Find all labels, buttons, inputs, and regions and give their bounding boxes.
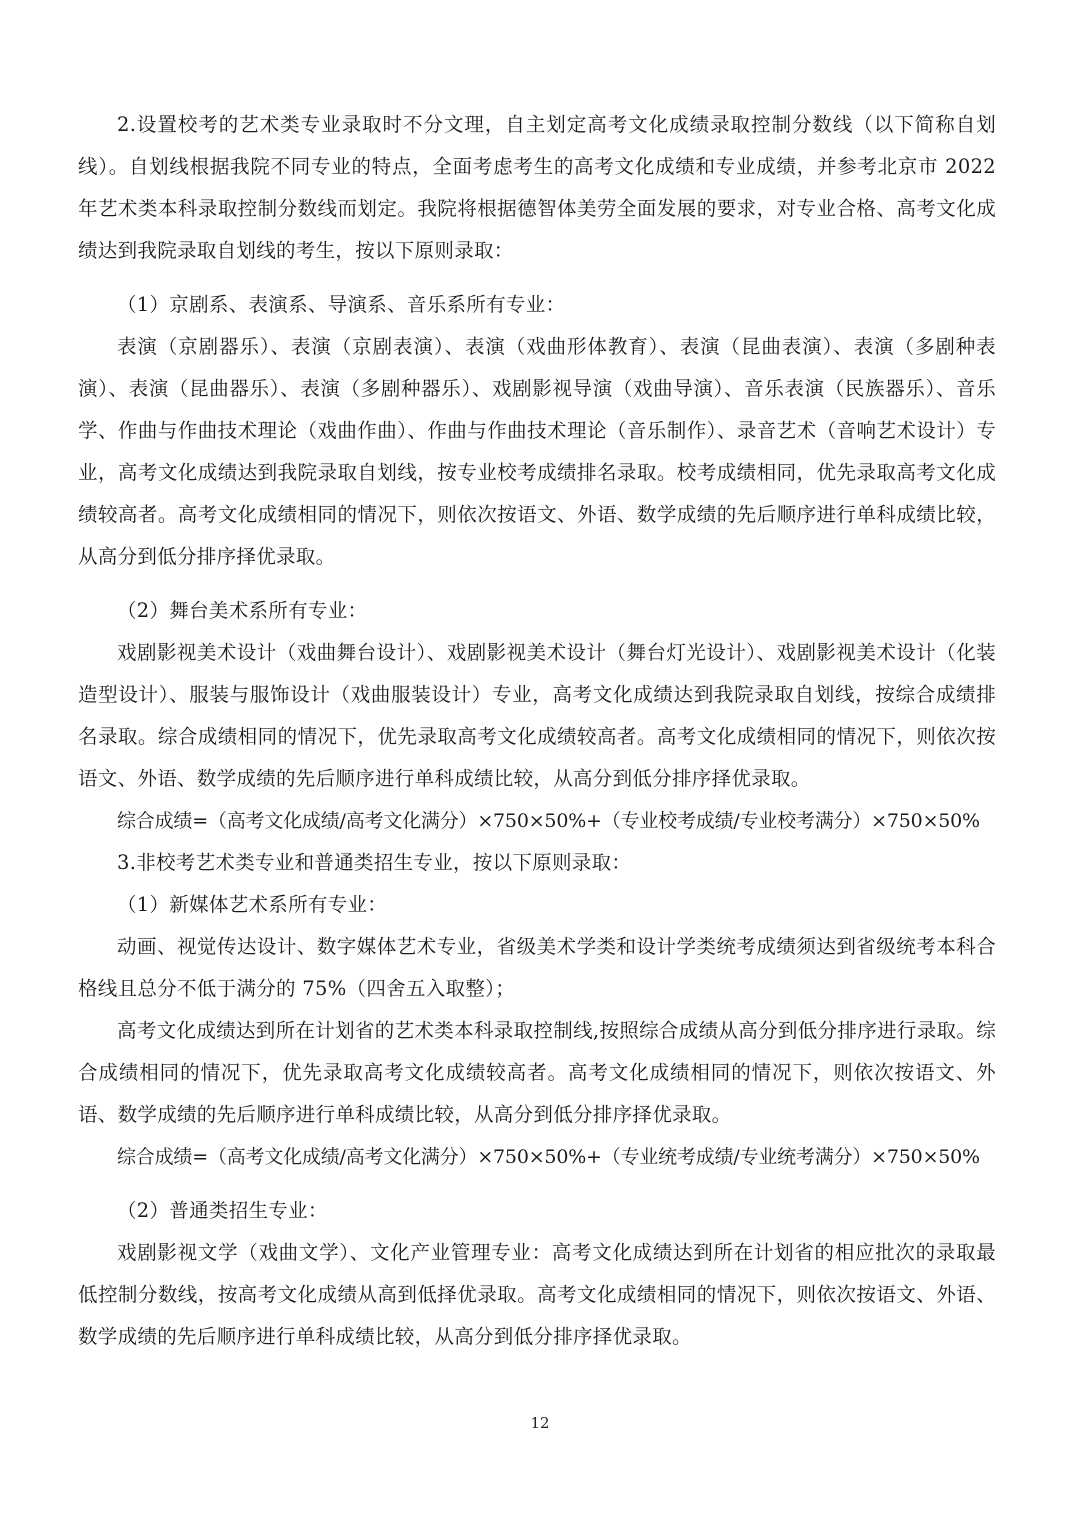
paragraph-stage-art-majors: 戏剧影视美术设计（戏曲舞台设计）、戏剧影视美术设计（舞台灯光设计）、戏剧影视美术设计（化装造型设计）、服装与服饰设计（戏曲服装设计）专业，高考文化成绩达到我院录取自划线，按综合成绩排名录取。综合成绩相同的情况下，优先录取高考文化成绩较高者。高考文化成绩相同的情况下，则依次按语文、外语、数学成绩的先后顺序进行单科成绩比较，从高分到低分排序择优录取。: [78, 641, 996, 790]
heading-new-media-dept: （1）新媒体艺术系所有专业：: [117, 893, 388, 916]
paragraph-performance-majors: 表演（京剧器乐）、表演（京剧表演）、表演（戏曲形体教育）、表演（昆曲表演）、表演（多剧种表演）、表演（昆曲器乐）、表演（多剧种器乐）、戏剧影视导演（戏曲导演）、音乐表演（民族器乐）、音乐学、作曲与作曲技术理论（戏曲作曲）、作曲与作曲技术理论（音乐制作）、录音艺术（音响艺术设计）专业，高考文化成绩达到我院录取自划线，按专业校考成绩排名录取。校考成绩相同，优先录取高考文化成绩较高者。高考文化成绩相同的情况下，则依次按语文、外语、数学成绩的先后顺序进行单科成绩比较，从高分到低分排序择优录取。: [78, 335, 996, 568]
page-number: 12: [530, 1414, 550, 1432]
heading-stage-art-dept: （2）舞台美术系所有专业：: [117, 599, 368, 622]
paragraph-general-majors: 戏剧影视文学（戏曲文学）、文化产业管理专业：高考文化成绩达到所在计划省的相应批次的录取最低控制分数线，按高考文化成绩从高到低择优录取。高考文化成绩相同的情况下，则依次按语文、外语、数学成绩的先后顺序进行单科成绩比较，从高分到低分排序择优录取。: [78, 1241, 996, 1348]
formula-school-exam: 综合成绩=（高考文化成绩/高考文化满分）×750×50%+（专业校考成绩/专业校考满分）×750×50%: [117, 810, 980, 832]
paragraph-rule-3: 3.非校考艺术类专业和普通类招生专业，按以下原则录取：: [117, 851, 632, 874]
paragraph-rule-2: 2.设置校考的艺术类专业录取时不分文理，自主划定高考文化成绩录取控制分数线（以下简称自划线）。自划线根据我院不同专业的特点，全面考虑考生的高考文化成绩和专业成绩，并参考北京市 2022 年艺术类本科录取控制分数线而划定。我院将根据德智体美劳全面发展的要求，对专业合格、高考文化成绩达到我院录取自划线的考生，按以下原则录取：: [78, 113, 996, 262]
heading-general-majors: （2）普通类招生专业：: [117, 1199, 328, 1222]
heading-beijing-opera-dept: （1）京剧系、表演系、导演系、音乐系所有专业：: [117, 293, 566, 316]
paragraph-new-media-majors: 动画、视觉传达设计、数字媒体艺术专业，省级美术学类和设计学类统考成绩须达到省级统考本科合格线且总分不低于满分的 75%（四舍五入取整）；: [78, 935, 996, 1000]
formula-unified-exam: 综合成绩=（高考文化成绩/高考文化满分）×750×50%+（专业统考成绩/专业统考满分）×750×50%: [117, 1146, 980, 1168]
document-body: [78, 104, 996, 1358]
paragraph-new-media-admission: 高考文化成绩达到所在计划省的艺术类本科录取控制线,按照综合成绩从高分到低分排序进行录取。综合成绩相同的情况下，优先录取高考文化成绩较高者。高考文化成绩相同的情况下，则依次按语文、外语、数学成绩的先后顺序进行单科成绩比较，从高分到低分排序择优录取。: [78, 1019, 996, 1126]
